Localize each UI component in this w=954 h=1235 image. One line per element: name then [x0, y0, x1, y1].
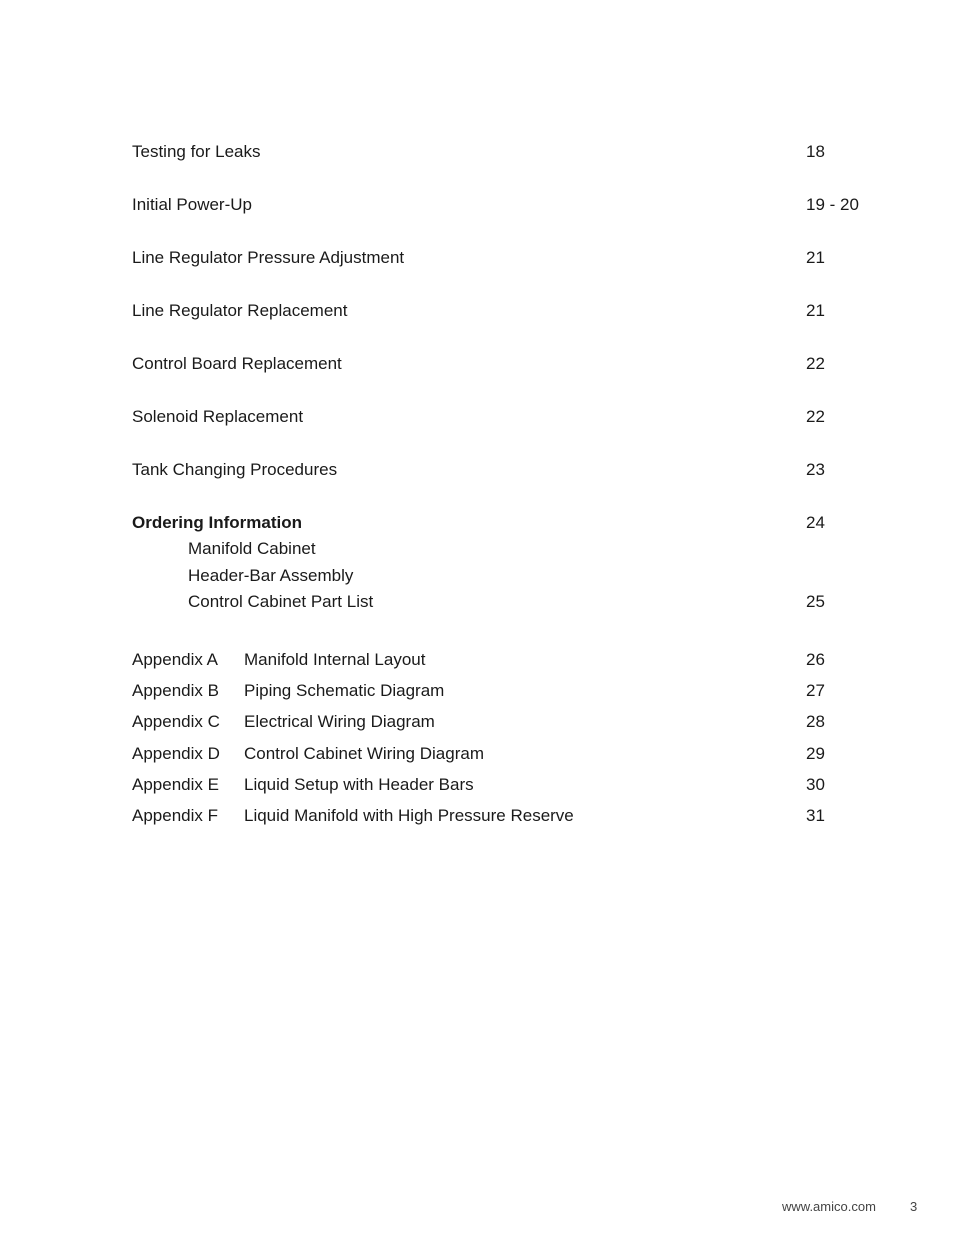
toc-entry-title: Control Board Replacement	[132, 354, 342, 373]
appendix-label: Appendix F	[132, 806, 218, 825]
toc-entry-page: 19 - 20	[806, 195, 859, 214]
toc-entry-title: Line Regulator Pressure Adjustment	[132, 248, 405, 267]
toc-entry-title: Solenoid Replacement	[132, 407, 304, 426]
toc-subentry-title: Control Cabinet Part List	[188, 592, 374, 611]
toc-entry-page: 23	[806, 460, 825, 479]
appendix-title: Manifold Internal Layout	[244, 650, 426, 669]
toc-entry-title: Tank Changing Procedures	[132, 460, 338, 479]
appendix-title: Piping Schematic Diagram	[244, 681, 445, 700]
toc-subentry-title: Header-Bar Assembly	[188, 566, 354, 585]
appendix-label: Appendix D	[132, 744, 220, 763]
toc-entry-page: 21	[806, 301, 825, 320]
appendix-page: 29	[806, 744, 825, 763]
appendix-label: Appendix B	[132, 681, 219, 700]
toc-entry-page: 22	[806, 407, 825, 426]
footer-url: www.amico.com	[782, 1199, 876, 1214]
appendix-label: Appendix C	[132, 712, 220, 731]
toc-entry-page: 24	[806, 513, 825, 532]
appendix-page: 28	[806, 712, 825, 731]
toc-entry-page: 21	[806, 248, 825, 267]
appendix-title: Control Cabinet Wiring Diagram	[244, 744, 484, 763]
appendix-label: Appendix A	[132, 650, 219, 669]
appendix-page: 30	[806, 775, 825, 794]
toc-entry-page: 18	[806, 142, 825, 161]
appendix-page: 31	[806, 806, 825, 825]
appendix-title: Liquid Setup with Header Bars	[244, 775, 474, 794]
toc-subentry-title: Manifold Cabinet	[188, 539, 316, 558]
appendix-title: Electrical Wiring Diagram	[244, 712, 435, 731]
appendix-page: 26	[806, 650, 825, 669]
page-number: 3	[910, 1199, 918, 1214]
toc-entry-page: 25	[806, 592, 825, 611]
appendix-title: Liquid Manifold with High Pressure Reserve	[244, 806, 574, 825]
toc-entry-title: Initial Power-Up	[132, 195, 252, 214]
toc-entry-page: 22	[806, 354, 825, 373]
appendix-label: Appendix E	[132, 775, 219, 794]
toc-entry-title: Testing for Leaks	[132, 142, 261, 161]
toc-section-heading: Ordering Information	[132, 513, 302, 532]
toc-entry-title: Line Regulator Replacement	[132, 301, 348, 320]
appendix-page: 27	[806, 681, 825, 700]
